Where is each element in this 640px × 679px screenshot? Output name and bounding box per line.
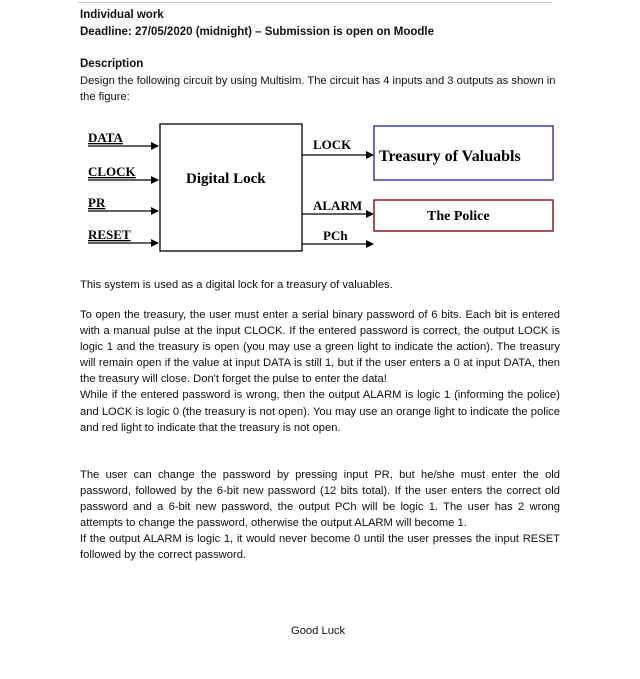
paragraph-wrong: While if the entered password is wrong, then the output ALARM is logic 1 (informing the police) and LOCK is logic 0 (the treasury is not open). You may use an orange light to indicate the police and red light to indicate that the treasury is not open. <box>80 389 560 434</box>
output-label-pch: PCh <box>323 228 348 243</box>
document-title: Individual work <box>80 9 164 21</box>
input-label-data: DATA <box>88 130 123 145</box>
paragraph-open: To open the treasury, the user must enter a serial binary password of 6 bits. Each bit is entered with a manual pulse at the input CLOCK. If the entered password is correct, the output LOCK is logic 1 and the treasury is open (you may use a green light to indicate the action). The treasury will remain open if the value at input DATA is still 1, but if the user enters a 0 at input DATA, then the treasury will close. Don't forget the pulse to enter the data! <box>80 309 560 386</box>
description-text: Design the following circuit by using Multisim. The circuit has 4 inputs and 3 outputs as shown in the figure: <box>80 75 556 103</box>
body-section-1 <box>80 307 560 436</box>
output-label-alarm: ALARM <box>313 198 363 213</box>
deadline-line: Deadline: 27/05/2020 (midnight) – Submission is open on Moodle <box>80 26 435 38</box>
input-label-reset: RESET <box>88 227 131 242</box>
police-label: The Police <box>427 209 490 224</box>
input-label-pr: PR <box>88 195 106 210</box>
body-section-2 <box>80 467 560 564</box>
good-luck-text: Good Luck <box>291 625 346 637</box>
paragraph-reset: If the output ALARM is logic 1, it would never become 0 until the user presses the input RESET followed by the correct password. <box>80 533 560 562</box>
treasury-label: Treasury of Valuabls <box>379 148 521 165</box>
intro-paragraph: This system is used as a digital lock for a treasury of valuables. <box>80 279 393 291</box>
paragraph-change: The user can change the password by pressing input PR, but he/she must enter the old password, followed by the 6-bit new password (12 bits total). If the user enters the correct old password and a 6-bit new password, the output PCh will be logic 1. The user has 2 wrong attempts to change the password, otherwise the output ALARM will become 1. <box>80 469 560 530</box>
description-heading: Description <box>80 58 144 70</box>
output-label-lock: LOCK <box>313 137 352 152</box>
input-label-clock: CLOCK <box>88 164 136 179</box>
digital-lock-label: Digital Lock <box>186 171 266 187</box>
digital-lock-block <box>160 124 302 251</box>
top-divider <box>78 2 552 3</box>
circuit-diagram <box>80 118 560 258</box>
